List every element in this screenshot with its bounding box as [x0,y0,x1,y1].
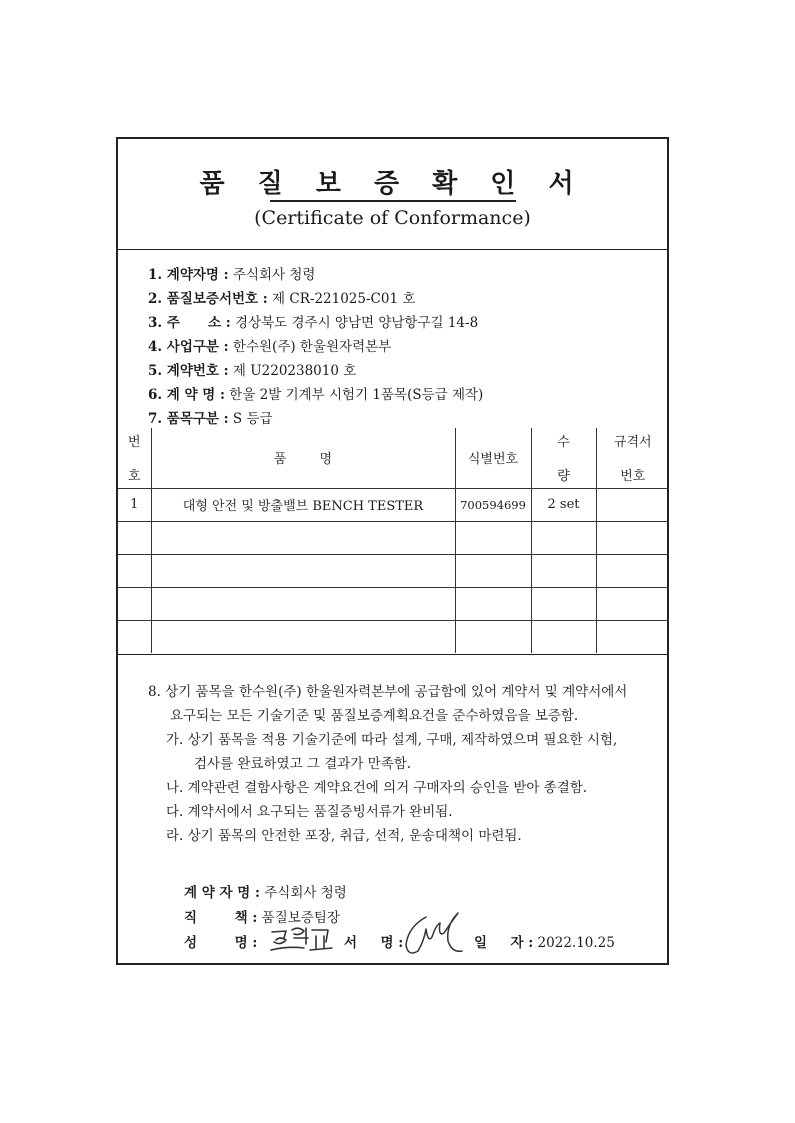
header-spec: 규격서 번호 [596,428,669,488]
handwritten-name-icon [268,922,338,956]
cell-qty [531,554,596,587]
header-id: 식별번호 [455,428,531,488]
document-subtitle: (Certificate of Conformance) [254,207,531,229]
info-contract-number: 5. 계약번호 : 제 U220238010 호 [148,363,357,379]
cell-spec [596,554,669,587]
statement-line: 요구되는 모든 기술기준 및 품질보증계획요건을 준수하였음을 보증함. [170,708,579,724]
certificate-frame [116,137,669,965]
cell-id [455,620,531,653]
cell-id [455,554,531,587]
signature-icon [400,907,466,963]
cell-id: 700594699 [455,488,531,521]
table-row [118,488,669,521]
info-contract-name: 6. 계 약 명 : 한울 2발 기계부 시험기 1품목(S등급 제작) [148,387,484,403]
statement-line: 검사를 완료하였고 그 결과가 만족함. [194,756,412,772]
sig-sign-label: 서 명 : [344,935,404,951]
table-header-row [118,428,669,488]
statement-line: 8. 상기 품목을 한수원(주) 한울원자력본부에 공급함에 있어 계약서 및 계약서에서 [148,684,628,700]
statement-line: 라. 상기 품목의 안전한 포장, 취급, 선적, 운송대책이 마련됨. [166,828,522,844]
info-contractor: 1. 계약자명 : 주식회사 청령 [148,267,316,283]
sig-name: 성 명 : [184,935,258,951]
table-row [118,620,669,653]
cell-spec [596,521,669,554]
table-row [118,521,669,554]
cell-id [455,521,531,554]
header-no: 번 호 [118,428,151,488]
signature-mark [400,907,466,963]
cell-qty: 2 set [531,488,596,521]
cell-id [455,587,531,620]
sig-date: 일 자 : 2022.10.25 [474,935,615,951]
cell-qty [531,521,596,554]
cell-no [118,587,151,620]
statement-line: 나. 계약관련 결함사항은 계약요건에 의거 구매자의 승인을 받아 종결함. [166,780,588,796]
cell-qty [531,620,596,653]
handwritten-name [268,922,338,956]
statement-line: 다. 계약서에서 요구되는 품질증빙서류가 완비됨. [166,804,453,820]
info-address: 3. 주 소 : 경상북도 경주시 양남면 양남항구길 14-8 [148,315,479,331]
cell-name [151,620,455,653]
info-item-class: 7. 품목구분 : S 등급 [148,411,273,427]
table-row [118,587,669,620]
header-name: 품 명 [151,428,455,488]
cell-name [151,587,455,620]
cell-name [151,554,455,587]
sig-contractor: 계 약 자 명 : 주식회사 청령 [184,885,347,901]
items-table [118,428,669,653]
cell-no: 1 [118,488,151,521]
cell-no [118,521,151,554]
title-underline [270,200,516,202]
cell-spec [596,488,669,521]
info-business: 4. 사업구분 : 한수원(주) 한울원자력본부 [148,339,392,355]
table-bottom-divider [118,654,667,655]
cell-no [118,554,151,587]
statement-line: 가. 상기 품목을 적용 기술기준에 따라 설계, 구매, 제작하였으며 필요한 시험, [166,732,618,748]
cell-name [151,521,455,554]
cell-qty [531,587,596,620]
header-divider [118,249,667,250]
cell-no [118,620,151,653]
cell-name: 대형 안전 및 방출밸브 BENCH TESTER [151,488,455,521]
sig-position: 직 책 : 품질보증팀장 [184,910,340,926]
table-row [118,554,669,587]
header-qty: 수 량 [531,428,596,488]
cell-spec [596,587,669,620]
info-qa-number: 2. 품질보증서번호 : 제 CR-221025-C01 호 [148,291,416,307]
cell-spec [596,620,669,653]
document-title: 품 질 보 증 확 인 서 [199,169,586,199]
